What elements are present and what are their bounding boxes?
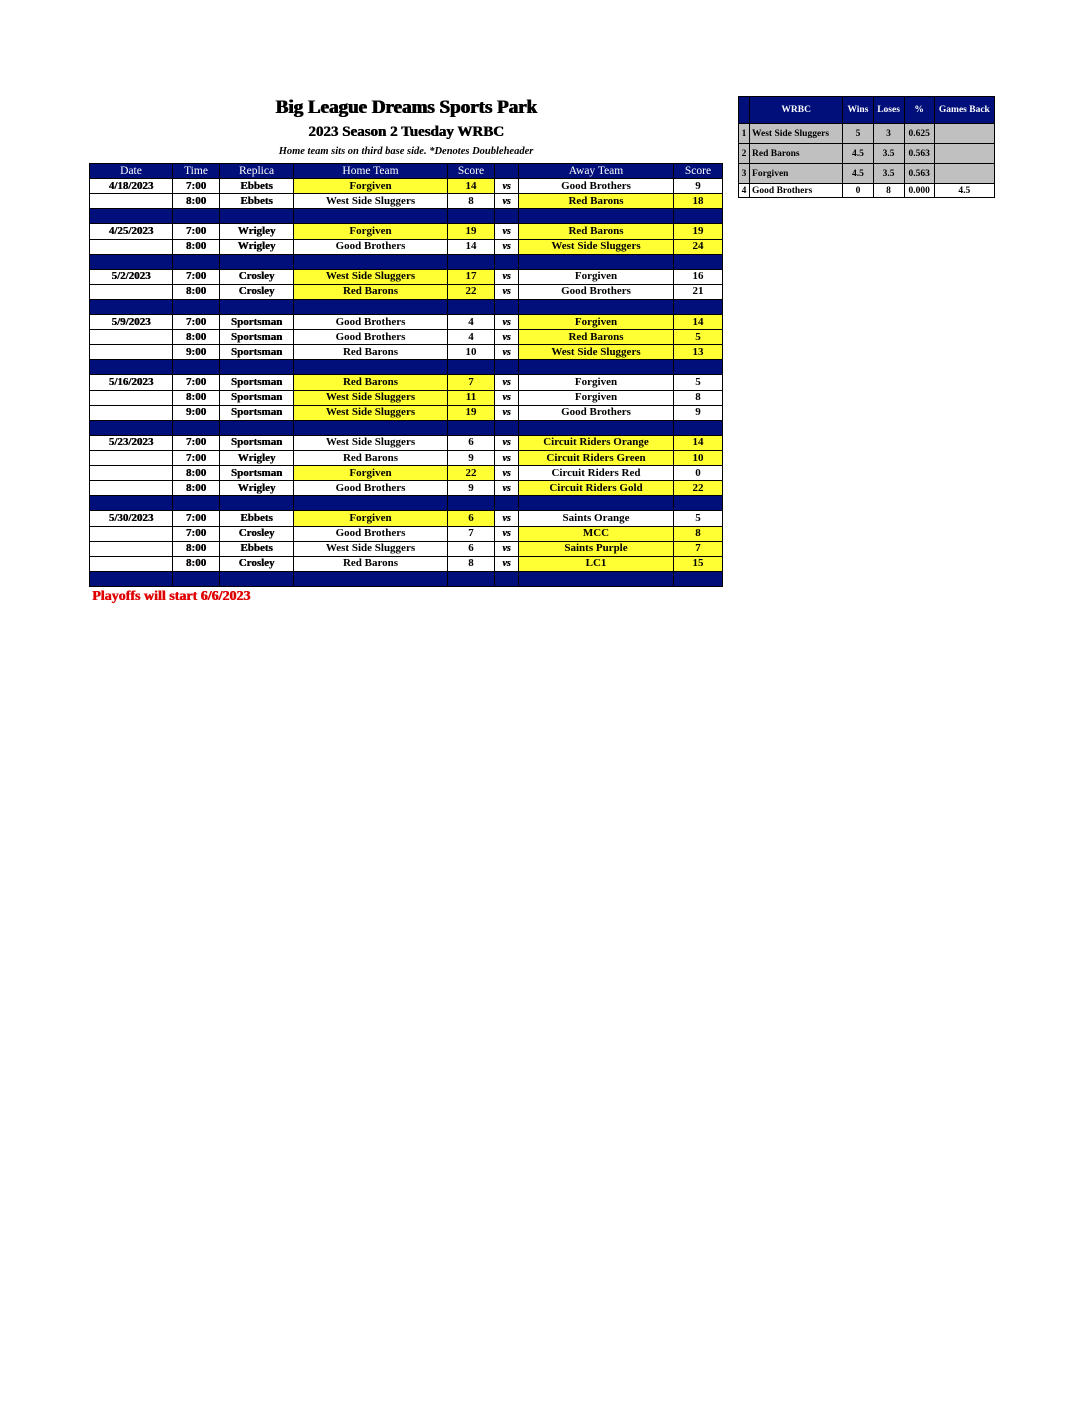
separator-cell (448, 209, 495, 224)
standings-wins: 4.5 (843, 144, 873, 164)
standings-rank: 4 (739, 184, 750, 198)
game-time: 8:00 (173, 481, 220, 496)
game-replica: Sportsman (220, 435, 294, 450)
separator-cell (495, 571, 519, 586)
separator-cell (220, 360, 294, 375)
game-time: 7:00 (173, 269, 220, 284)
separator-cell (674, 299, 723, 314)
home-score: 10 (448, 345, 495, 360)
game-date (90, 390, 173, 405)
home-score: 22 (448, 284, 495, 299)
away-team: Good Brothers (519, 405, 674, 420)
home-team: West Side Sluggers (294, 194, 448, 209)
game-time: 8:00 (173, 466, 220, 481)
home-score: 14 (448, 239, 495, 254)
away-score: 19 (674, 224, 723, 239)
separator-cell (90, 571, 173, 586)
versus: vs (495, 239, 519, 254)
game-time: 8:00 (173, 194, 220, 209)
week-separator (90, 209, 723, 224)
home-team: Forgiven (294, 466, 448, 481)
standings-rank: 2 (739, 144, 750, 164)
game-date (90, 239, 173, 254)
game-replica: Sportsman (220, 390, 294, 405)
home-score: 6 (448, 435, 495, 450)
standings-league-header: WRBC (750, 97, 843, 124)
game-time: 7:00 (173, 375, 220, 390)
separator-cell (448, 254, 495, 269)
game-replica: Wrigley (220, 224, 294, 239)
separator-cell (220, 254, 294, 269)
standings-team: Red Barons (750, 144, 843, 164)
game-date (90, 526, 173, 541)
home-team: Forgiven (294, 224, 448, 239)
separator-cell (495, 496, 519, 511)
separator-cell (173, 571, 220, 586)
game-replica: Crosley (220, 526, 294, 541)
versus: vs (495, 224, 519, 239)
home-team: Red Barons (294, 556, 448, 571)
home-team: Good Brothers (294, 481, 448, 496)
away-score: 8 (674, 390, 723, 405)
game-date: 5/16/2023 (90, 375, 173, 390)
separator-cell (495, 299, 519, 314)
standings-loses: 8 (873, 184, 904, 198)
separator-cell (90, 360, 173, 375)
col-vs-header (495, 164, 519, 179)
away-score: 24 (674, 239, 723, 254)
game-row (90, 481, 723, 496)
standings-loses: 3.5 (873, 144, 904, 164)
home-score: 7 (448, 526, 495, 541)
separator-cell (448, 360, 495, 375)
away-score: 5 (674, 375, 723, 390)
standings-games-back: 4.5 (934, 184, 994, 198)
standings-row (739, 124, 995, 144)
away-score: 9 (674, 405, 723, 420)
game-date: 5/30/2023 (90, 511, 173, 526)
game-row (90, 435, 723, 450)
away-score: 14 (674, 435, 723, 450)
separator-cell (448, 496, 495, 511)
home-team: West Side Sluggers (294, 390, 448, 405)
versus: vs (495, 526, 519, 541)
separator-cell (90, 420, 173, 435)
home-score: 19 (448, 224, 495, 239)
home-score: 4 (448, 314, 495, 329)
game-row (90, 179, 723, 194)
game-row (90, 450, 723, 465)
game-replica: Ebbets (220, 194, 294, 209)
away-team: Forgiven (519, 314, 674, 329)
away-score: 5 (674, 511, 723, 526)
separator-cell (519, 299, 674, 314)
standings-wins: 5 (843, 124, 873, 144)
game-replica: Crosley (220, 556, 294, 571)
separator-cell (220, 299, 294, 314)
standings-team: West Side Sluggers (750, 124, 843, 144)
game-replica: Ebbets (220, 511, 294, 526)
game-date: 5/23/2023 (90, 435, 173, 450)
week-separator (90, 571, 723, 586)
game-date (90, 345, 173, 360)
home-team: Red Barons (294, 345, 448, 360)
away-team: Red Barons (519, 330, 674, 345)
home-score: 9 (448, 450, 495, 465)
separator-cell (294, 360, 448, 375)
game-replica: Sportsman (220, 375, 294, 390)
schedule-body (90, 179, 723, 587)
game-replica: Sportsman (220, 330, 294, 345)
game-time: 7:00 (173, 450, 220, 465)
game-date (90, 194, 173, 209)
home-team: Forgiven (294, 179, 448, 194)
game-row (90, 284, 723, 299)
game-date (90, 466, 173, 481)
away-score: 0 (674, 466, 723, 481)
standings-row (739, 184, 995, 198)
versus: vs (495, 345, 519, 360)
away-score: 7 (674, 541, 723, 556)
home-score: 4 (448, 330, 495, 345)
standings-row (739, 164, 995, 184)
game-replica: Crosley (220, 269, 294, 284)
game-row (90, 224, 723, 239)
separator-cell (90, 254, 173, 269)
versus: vs (495, 511, 519, 526)
game-time: 9:00 (173, 405, 220, 420)
separator-cell (674, 254, 723, 269)
week-separator (90, 254, 723, 269)
game-date (90, 481, 173, 496)
home-score: 19 (448, 405, 495, 420)
game-time: 8:00 (173, 541, 220, 556)
separator-cell (519, 209, 674, 224)
col-date-header: Date (90, 164, 173, 179)
game-row (90, 541, 723, 556)
game-time: 7:00 (173, 511, 220, 526)
separator-cell (173, 360, 220, 375)
game-row (90, 466, 723, 481)
game-row (90, 511, 723, 526)
standings-wins-header: Wins (843, 97, 873, 124)
game-time: 8:00 (173, 390, 220, 405)
standings-row (739, 144, 995, 164)
game-date: 5/2/2023 (90, 269, 173, 284)
versus: vs (495, 556, 519, 571)
versus: vs (495, 194, 519, 209)
separator-cell (674, 209, 723, 224)
game-time: 8:00 (173, 239, 220, 254)
col-away-team-header: Away Team (519, 164, 674, 179)
versus: vs (495, 330, 519, 345)
home-score: 8 (448, 194, 495, 209)
game-date: 4/18/2023 (90, 179, 173, 194)
page-title: Big League Dreams Sports Park (275, 97, 537, 118)
game-replica: Sportsman (220, 466, 294, 481)
game-date (90, 541, 173, 556)
standings-team: Forgiven (750, 164, 843, 184)
away-team: West Side Sluggers (519, 345, 674, 360)
separator-cell (495, 360, 519, 375)
game-date (90, 450, 173, 465)
col-home-team-header: Home Team (294, 164, 448, 179)
game-date (90, 405, 173, 420)
standings-header-row (739, 97, 995, 124)
standings-games-back-header: Games Back (934, 97, 994, 124)
game-date (90, 284, 173, 299)
standings-games-back (934, 144, 994, 164)
standings-pct: 0.563 (904, 144, 934, 164)
game-date (90, 330, 173, 345)
home-team: West Side Sluggers (294, 269, 448, 284)
away-score: 10 (674, 450, 723, 465)
standings-pct-header: % (904, 97, 934, 124)
separator-cell (519, 496, 674, 511)
away-score: 15 (674, 556, 723, 571)
separator-cell (448, 420, 495, 435)
standings-wins: 0 (843, 184, 873, 198)
separator-cell (674, 496, 723, 511)
separator-cell (173, 496, 220, 511)
schedule-note: Home team sits on third base side. *Denotes Doubleheader (278, 146, 534, 157)
away-score: 21 (674, 284, 723, 299)
home-team: Red Barons (294, 375, 448, 390)
versus: vs (495, 450, 519, 465)
game-date: 4/25/2023 (90, 224, 173, 239)
away-score: 13 (674, 345, 723, 360)
week-separator (90, 299, 723, 314)
game-time: 7:00 (173, 526, 220, 541)
game-time: 9:00 (173, 345, 220, 360)
game-replica: Sportsman (220, 345, 294, 360)
week-separator (90, 360, 723, 375)
home-score: 7 (448, 375, 495, 390)
week-separator (90, 496, 723, 511)
away-score: 18 (674, 194, 723, 209)
versus: vs (495, 179, 519, 194)
home-team: West Side Sluggers (294, 435, 448, 450)
col-replica-header: Replica (220, 164, 294, 179)
separator-cell (448, 571, 495, 586)
separator-cell (674, 571, 723, 586)
playoffs-notice: Playoffs will start 6/6/2023 (92, 589, 251, 604)
standings-pct: 0.000 (904, 184, 934, 198)
game-date (90, 556, 173, 571)
game-time: 8:00 (173, 284, 220, 299)
standings-pct: 0.625 (904, 124, 934, 144)
col-time-header: Time (173, 164, 220, 179)
standings-wins: 4.5 (843, 164, 873, 184)
game-replica: Sportsman (220, 314, 294, 329)
separator-cell (495, 209, 519, 224)
versus: vs (495, 269, 519, 284)
away-team: Circuit Riders Red (519, 466, 674, 481)
away-score: 16 (674, 269, 723, 284)
separator-cell (294, 496, 448, 511)
col-away-score-header: Score (674, 164, 723, 179)
away-team: Good Brothers (519, 179, 674, 194)
home-team: Good Brothers (294, 314, 448, 329)
away-team: LC1 (519, 556, 674, 571)
separator-cell (90, 299, 173, 314)
versus: vs (495, 375, 519, 390)
game-row (90, 375, 723, 390)
away-team: Saints Purple (519, 541, 674, 556)
separator-cell (173, 209, 220, 224)
standings-games-back (934, 124, 994, 144)
away-team: MCC (519, 526, 674, 541)
separator-cell (294, 299, 448, 314)
away-team: West Side Sluggers (519, 239, 674, 254)
versus: vs (495, 435, 519, 450)
away-score: 9 (674, 179, 723, 194)
away-team: Saints Orange (519, 511, 674, 526)
game-replica: Ebbets (220, 179, 294, 194)
game-row (90, 526, 723, 541)
separator-cell (495, 420, 519, 435)
home-score: 14 (448, 179, 495, 194)
away-team: Red Barons (519, 194, 674, 209)
home-score: 17 (448, 269, 495, 284)
separator-cell (294, 254, 448, 269)
versus: vs (495, 466, 519, 481)
game-row (90, 405, 723, 420)
separator-cell (519, 571, 674, 586)
home-team: Forgiven (294, 511, 448, 526)
game-row (90, 194, 723, 209)
game-row (90, 330, 723, 345)
standings-rank: 3 (739, 164, 750, 184)
home-team: Good Brothers (294, 330, 448, 345)
game-time: 7:00 (173, 435, 220, 450)
away-score: 5 (674, 330, 723, 345)
away-score: 8 (674, 526, 723, 541)
away-team: Forgiven (519, 269, 674, 284)
separator-cell (519, 360, 674, 375)
away-team: Forgiven (519, 375, 674, 390)
game-replica: Sportsman (220, 405, 294, 420)
game-replica: Wrigley (220, 481, 294, 496)
home-team: Red Barons (294, 284, 448, 299)
separator-cell (674, 420, 723, 435)
game-time: 7:00 (173, 314, 220, 329)
game-row (90, 390, 723, 405)
game-time: 7:00 (173, 179, 220, 194)
game-replica: Wrigley (220, 239, 294, 254)
versus: vs (495, 405, 519, 420)
home-score: 6 (448, 541, 495, 556)
standings-rank: 1 (739, 124, 750, 144)
home-score: 8 (448, 556, 495, 571)
standings-rank-header (739, 97, 750, 124)
col-home-score-header: Score (448, 164, 495, 179)
game-date: 5/9/2023 (90, 314, 173, 329)
page-subtitle: 2023 Season 2 Tuesday WRBC (308, 124, 504, 140)
home-score: 22 (448, 466, 495, 481)
standings-loses-header: Loses (873, 97, 904, 124)
separator-cell (173, 299, 220, 314)
away-team: Good Brothers (519, 284, 674, 299)
versus: vs (495, 481, 519, 496)
away-team: Forgiven (519, 390, 674, 405)
standings-team: Good Brothers (750, 184, 843, 198)
separator-cell (448, 299, 495, 314)
separator-cell (173, 420, 220, 435)
standings-loses: 3 (873, 124, 904, 144)
away-team: Circuit Riders Orange (519, 435, 674, 450)
separator-cell (495, 254, 519, 269)
versus: vs (495, 541, 519, 556)
standings-loses: 3.5 (873, 164, 904, 184)
away-team: Circuit Riders Green (519, 450, 674, 465)
versus: vs (495, 284, 519, 299)
versus: vs (495, 390, 519, 405)
game-time: 7:00 (173, 224, 220, 239)
home-team: Good Brothers (294, 526, 448, 541)
home-team: Red Barons (294, 450, 448, 465)
game-replica: Crosley (220, 284, 294, 299)
separator-cell (674, 360, 723, 375)
away-score: 22 (674, 481, 723, 496)
game-time: 8:00 (173, 330, 220, 345)
game-row (90, 556, 723, 571)
game-row (90, 314, 723, 329)
away-score: 14 (674, 314, 723, 329)
game-row (90, 269, 723, 284)
separator-cell (173, 254, 220, 269)
separator-cell (220, 571, 294, 586)
week-separator (90, 420, 723, 435)
separator-cell (519, 420, 674, 435)
separator-cell (220, 420, 294, 435)
home-team: Good Brothers (294, 239, 448, 254)
schedule-table (89, 163, 723, 587)
game-row (90, 239, 723, 254)
separator-cell (90, 496, 173, 511)
separator-cell (519, 254, 674, 269)
home-score: 9 (448, 481, 495, 496)
game-row (90, 345, 723, 360)
standings-games-back (934, 164, 994, 184)
away-team: Circuit Riders Gold (519, 481, 674, 496)
home-score: 6 (448, 511, 495, 526)
separator-cell (90, 209, 173, 224)
standings-table (738, 96, 995, 198)
standings-pct: 0.563 (904, 164, 934, 184)
game-time: 8:00 (173, 556, 220, 571)
separator-cell (220, 496, 294, 511)
separator-cell (220, 209, 294, 224)
separator-cell (294, 420, 448, 435)
home-team: West Side Sluggers (294, 405, 448, 420)
game-replica: Wrigley (220, 450, 294, 465)
versus: vs (495, 314, 519, 329)
game-replica: Ebbets (220, 541, 294, 556)
schedule-header-row (90, 164, 723, 179)
home-team: West Side Sluggers (294, 541, 448, 556)
separator-cell (294, 209, 448, 224)
away-team: Red Barons (519, 224, 674, 239)
home-score: 11 (448, 390, 495, 405)
separator-cell (294, 571, 448, 586)
